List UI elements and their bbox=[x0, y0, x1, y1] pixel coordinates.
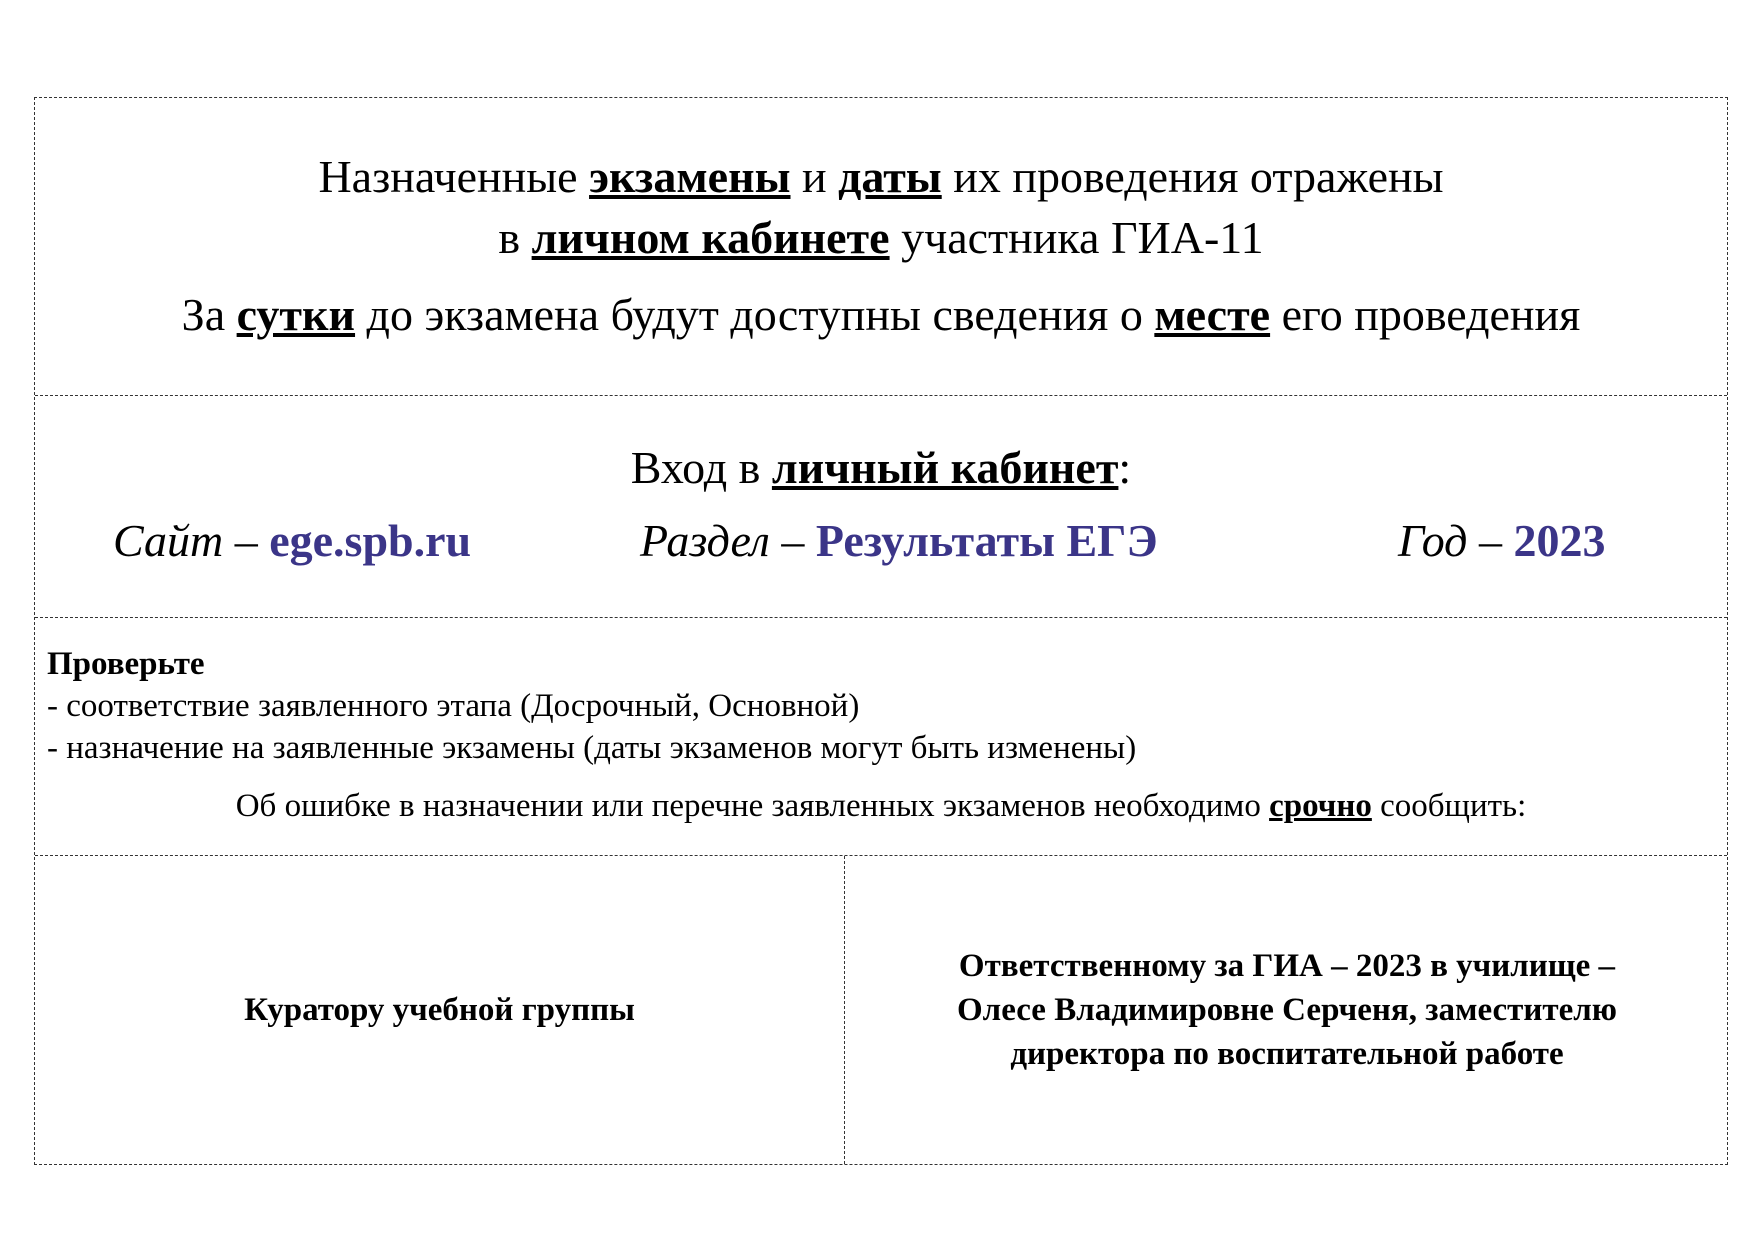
text-fragment: их проведения отражены bbox=[941, 151, 1444, 202]
check-item-exams: - назначение на заявленные экзамены (даты экзаменов могут быть изменены) bbox=[47, 730, 1137, 766]
text-fragment: и bbox=[790, 151, 839, 202]
section-value: Результаты ЕГЭ bbox=[815, 515, 1158, 566]
exams-emphasis: экзамены bbox=[589, 151, 791, 202]
contact-responsible-cell bbox=[845, 856, 1729, 1164]
personal-account-emphasis: личном кабинете bbox=[531, 212, 890, 263]
contact-responsible-line1: Ответственному за ГИА – 2023 в училище – bbox=[958, 948, 1616, 984]
dates-emphasis: даты bbox=[838, 151, 942, 202]
text-fragment: до экзамена будут доступны сведения о bbox=[355, 289, 1155, 340]
text-fragment: Об ошибке в назначении или перечне заявленных экзаменов необходимо bbox=[235, 788, 1270, 824]
exam-info-section bbox=[35, 98, 1727, 396]
text-fragment: его проведения bbox=[1270, 289, 1581, 340]
site-link[interactable]: ege.spb.ru bbox=[269, 515, 472, 566]
contacts-section bbox=[35, 856, 1727, 1164]
exam-info-line3 bbox=[35, 288, 1727, 342]
contact-curator-text: Куратору учебной группы bbox=[244, 992, 635, 1028]
year-value: 2023 bbox=[1513, 515, 1606, 566]
section-label: Раздел – bbox=[640, 515, 816, 566]
contact-responsible-line3: директора по воспитательной работе bbox=[1010, 1036, 1564, 1072]
text-fragment: Вход в bbox=[630, 442, 772, 493]
contact-curator-cell bbox=[35, 856, 845, 1164]
section-row bbox=[640, 514, 1158, 568]
site-label: Сайт – bbox=[113, 515, 270, 566]
text-fragment: За bbox=[181, 289, 237, 340]
year-label: Год – bbox=[1398, 515, 1514, 566]
personal-account-emphasis: личный кабинет bbox=[771, 442, 1119, 493]
urgent-emphasis: срочно bbox=[1269, 788, 1372, 824]
day-emphasis: сутки bbox=[236, 289, 356, 340]
error-report-note bbox=[35, 786, 1727, 826]
exam-info-line1 bbox=[35, 150, 1727, 204]
text-fragment: в bbox=[498, 212, 532, 263]
text-fragment: Назначенные bbox=[318, 151, 590, 202]
contact-responsible-line2: Олесе Владимировне Серченя, заместителю bbox=[957, 992, 1617, 1028]
site-row bbox=[113, 514, 471, 568]
text-fragment: участника ГИА-11 bbox=[889, 212, 1264, 263]
login-section bbox=[35, 396, 1727, 618]
text-fragment: сообщить: bbox=[1371, 788, 1527, 824]
check-section bbox=[35, 618, 1727, 856]
place-emphasis: месте bbox=[1154, 289, 1271, 340]
check-item-stage: - соответствие заявленного этапа (Досрочный, Основной) bbox=[47, 688, 860, 724]
notice-frame bbox=[34, 97, 1728, 1165]
check-heading: Проверьте bbox=[47, 646, 205, 682]
text-fragment: : bbox=[1118, 442, 1132, 493]
login-title bbox=[35, 441, 1727, 495]
year-row bbox=[1398, 514, 1605, 568]
contact-responsible-text bbox=[927, 944, 1647, 1076]
exam-info-line2 bbox=[35, 211, 1727, 265]
